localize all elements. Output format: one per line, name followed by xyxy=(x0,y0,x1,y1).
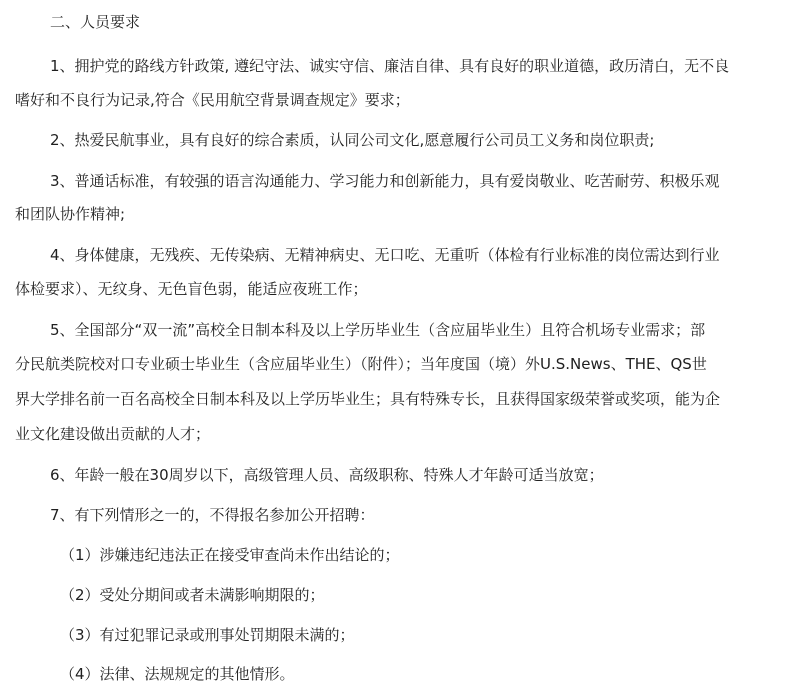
item-4-line-1: 4、身体健康，无残疾、无传染病、无精神病史、无口吃、无重听（体检有行业标准的岗位需达到行业 xyxy=(50,246,720,264)
item-1-line-2: 嗜好和不良行为记录,符合《民用航空背景调查规定》要求； xyxy=(15,91,410,109)
item-3-line-1: 3、普通话标准，有较强的语言沟通能力、学习能力和创新能力，具有爱岗敬业、吃苦耐劳、积极乐观 xyxy=(50,172,720,190)
subitem-1: （1）涉嫌违纪违法正在接受审查尚未作出结论的； xyxy=(60,546,400,564)
item-5-line-2: 分民航类院校对口专业硕士毕业生（含应届毕业生）（附件）；当年度国（境）外U.S.News、THE、QS世 xyxy=(15,355,707,373)
item-5-line-3: 界大学排名前一百名高校全日制本科及以上学历毕业生；具有特殊专长，且获得国家级荣誉或奖项，能为企 xyxy=(15,390,721,408)
section-heading: 二、人员要求 xyxy=(50,13,141,31)
subitem-2: （2）受处分期间或者未满影响期限的； xyxy=(60,586,325,604)
item-1-line-1: 1、拥护党的路线方针政策, 遵纪守法、诚实守信、廉洁自律、具有良好的职业道德，政历清白，无不良 xyxy=(50,57,730,75)
item-2-line-1: 2、热爱民航事业，具有良好的综合素质，认同公司文化,愿意履行公司员工义务和岗位职责; xyxy=(50,131,655,149)
item-5-line-1: 5、全国部分“双一流”高校全日制本科及以上学历毕业生（含应届毕业生）且符合机场专业需求；部 xyxy=(50,321,706,339)
subitem-3: （3）有过犯罪记录或刑事处罚期限未满的； xyxy=(60,626,355,644)
item-5-line-4: 业文化建设做出贡献的人才； xyxy=(15,425,211,443)
item-6-line-1: 6、年龄一般在30周岁以下，高级管理人员、高级职称、特殊人才年龄可适当放宽； xyxy=(50,466,604,484)
item-3-line-2: 和团队协作精神; xyxy=(15,205,126,223)
item-4-line-2: 体检要求）、无纹身、无色盲色弱，能适应夜班工作； xyxy=(15,280,368,298)
subitem-4: （4）法律、法规规定的其他情形。 xyxy=(60,665,295,683)
item-7-line-1: 7、有下列情形之一的，不得报名参加公开招聘： xyxy=(50,506,375,524)
